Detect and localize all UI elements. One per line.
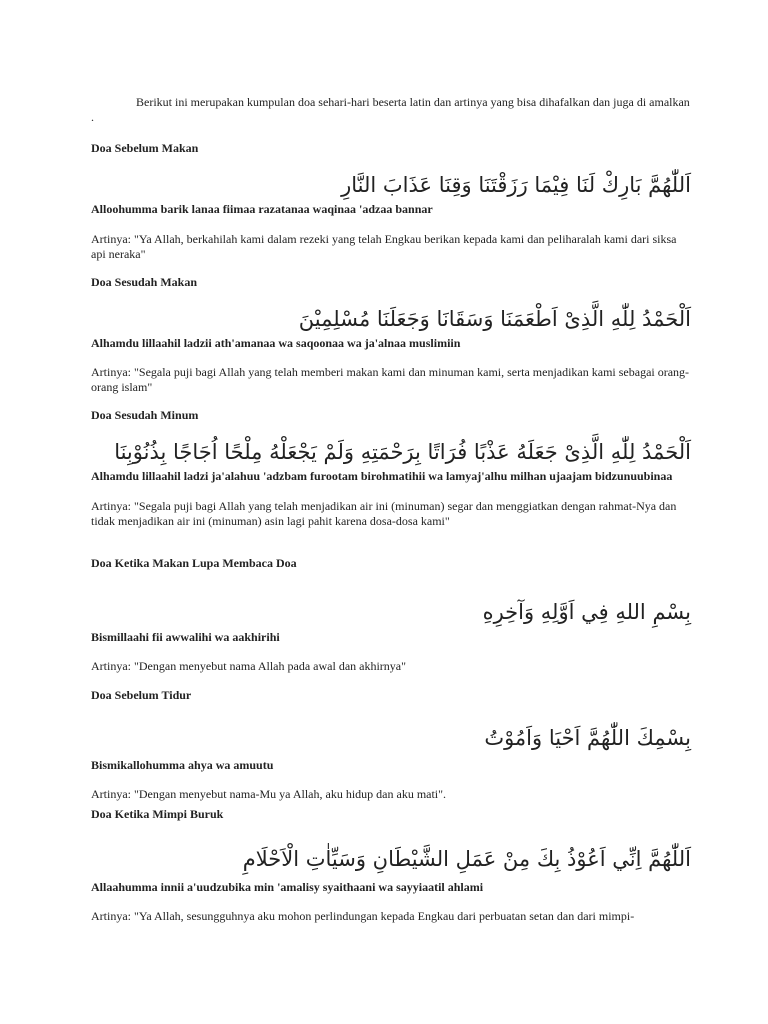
doa-section [91, 408, 691, 529]
doa-meaning: Artinya: "Segala puji bagi Allah yang telah menjadikan air ini (minuman) segar dan menggiatkan dengan rahmat-Nya dan tidak menjadikan air ini (minuman) asin lagi pahit karena dosa-dosa kami" [91, 499, 677, 528]
doa-title: Doa Sesudah Makan [91, 275, 198, 289]
doa-latin: Allaahumma innii a'uudzubika min 'amalisy syaithaani wa sayyiaatil ahlami [91, 880, 484, 894]
doa-latin: Alhamdu lillaahil ladzi ja'alahuu 'adzbam furootam birohmatihii wa lamyaj'alhu milhan ujaajam bidzunuubinaa [91, 469, 673, 483]
intro-text: Berikut ini merupakan kumpulan doa sehari-hari beserta latin dan artinya yang bisa dihafalkan dan juga di amalkan . [91, 95, 690, 124]
doa-latin: Bismillaahi fii awwalihi wa aakhirihi [91, 630, 280, 644]
doa-title: Doa Ketika Mimpi Buruk [91, 807, 224, 821]
doa-section [91, 141, 691, 262]
doa-arabic: بِسْمِكَ اللّٰهُمَّ اَحْيَا وَاَمُوْتُ [484, 726, 691, 750]
doa-section [91, 275, 691, 395]
doa-meaning: Artinya: "Dengan menyebut nama Allah pada awal dan akhirnya" [91, 659, 407, 673]
doa-meaning: Artinya: "Ya Allah, berkahilah kami dalam rezeki yang telah Engkau berikan kepada kami dan peliharalah kami dari siksa api neraka" [91, 232, 677, 261]
doa-arabic: اَللّٰهُمَّ بَارِكْ لَنَا فِيْمَا رَزَقْتَنَا وَقِنَا عَذَابَ النَّارِ [341, 173, 691, 197]
doa-meaning: Artinya: "Segala puji bagi Allah yang telah memberi makan kami dan minuman kami, serta menjadikan kami sebagai orang-orang islam" [91, 365, 690, 394]
doa-section [91, 807, 691, 924]
doa-arabic: اَلْحَمْدُ لِلّٰهِ الَّذِىْ اَطْعَمَنَا وَسَقَانَا وَجَعَلَنَا مُسْلِمِيْنَ [298, 307, 691, 331]
doa-latin: Bismikallohumma ahya wa amuutu [91, 758, 274, 772]
doa-arabic: اَللّٰهُمَّ اِنِّي اَعُوْذُ بِكَ مِنْ عَمَلِ الشَّيْطَانِ وَسَيِّاٰتِ الْاَحْلَامِ [242, 847, 691, 871]
doa-latin: Alhamdu lillaahil ladzii ath'amanaa wa saqoonaa wa ja'alnaa muslimiin [91, 336, 461, 350]
doa-meaning: Artinya: "Ya Allah, sesungguhnya aku mohon perlindungan kepada Engkau dari perbuatan setan dan dari mimpi- [91, 909, 635, 923]
doa-section [91, 556, 691, 674]
doa-title: Doa Sebelum Tidur [91, 688, 192, 702]
doa-arabic: بِسْمِ اللهِ فِي اَوَّلِهِ وَآخِرِهِ [482, 600, 691, 624]
doa-title: Doa Sesudah Minum [91, 408, 199, 422]
doa-arabic: اَلْحَمْدُ لِلّٰهِ الَّذِىْ جَعَلَهُ عَذْبًا فُرَاتًا بِرَحْمَتِهِ وَلَمْ يَجْعَلْهُ مِلْحًا اُجَاجًا بِذُنُوْبِنَا [114, 440, 691, 464]
doa-section [91, 688, 691, 802]
intro-paragraph [91, 95, 691, 125]
doa-title: Doa Sebelum Makan [91, 141, 199, 155]
doa-latin: Alloohumma barik lanaa fiimaa razatanaa waqinaa 'adzaa bannar [91, 202, 433, 216]
doa-title: Doa Ketika Makan Lupa Membaca Doa [91, 556, 297, 570]
doa-meaning: Artinya: "Dengan menyebut nama-Mu ya Allah, aku hidup dan aku mati". [91, 787, 447, 801]
